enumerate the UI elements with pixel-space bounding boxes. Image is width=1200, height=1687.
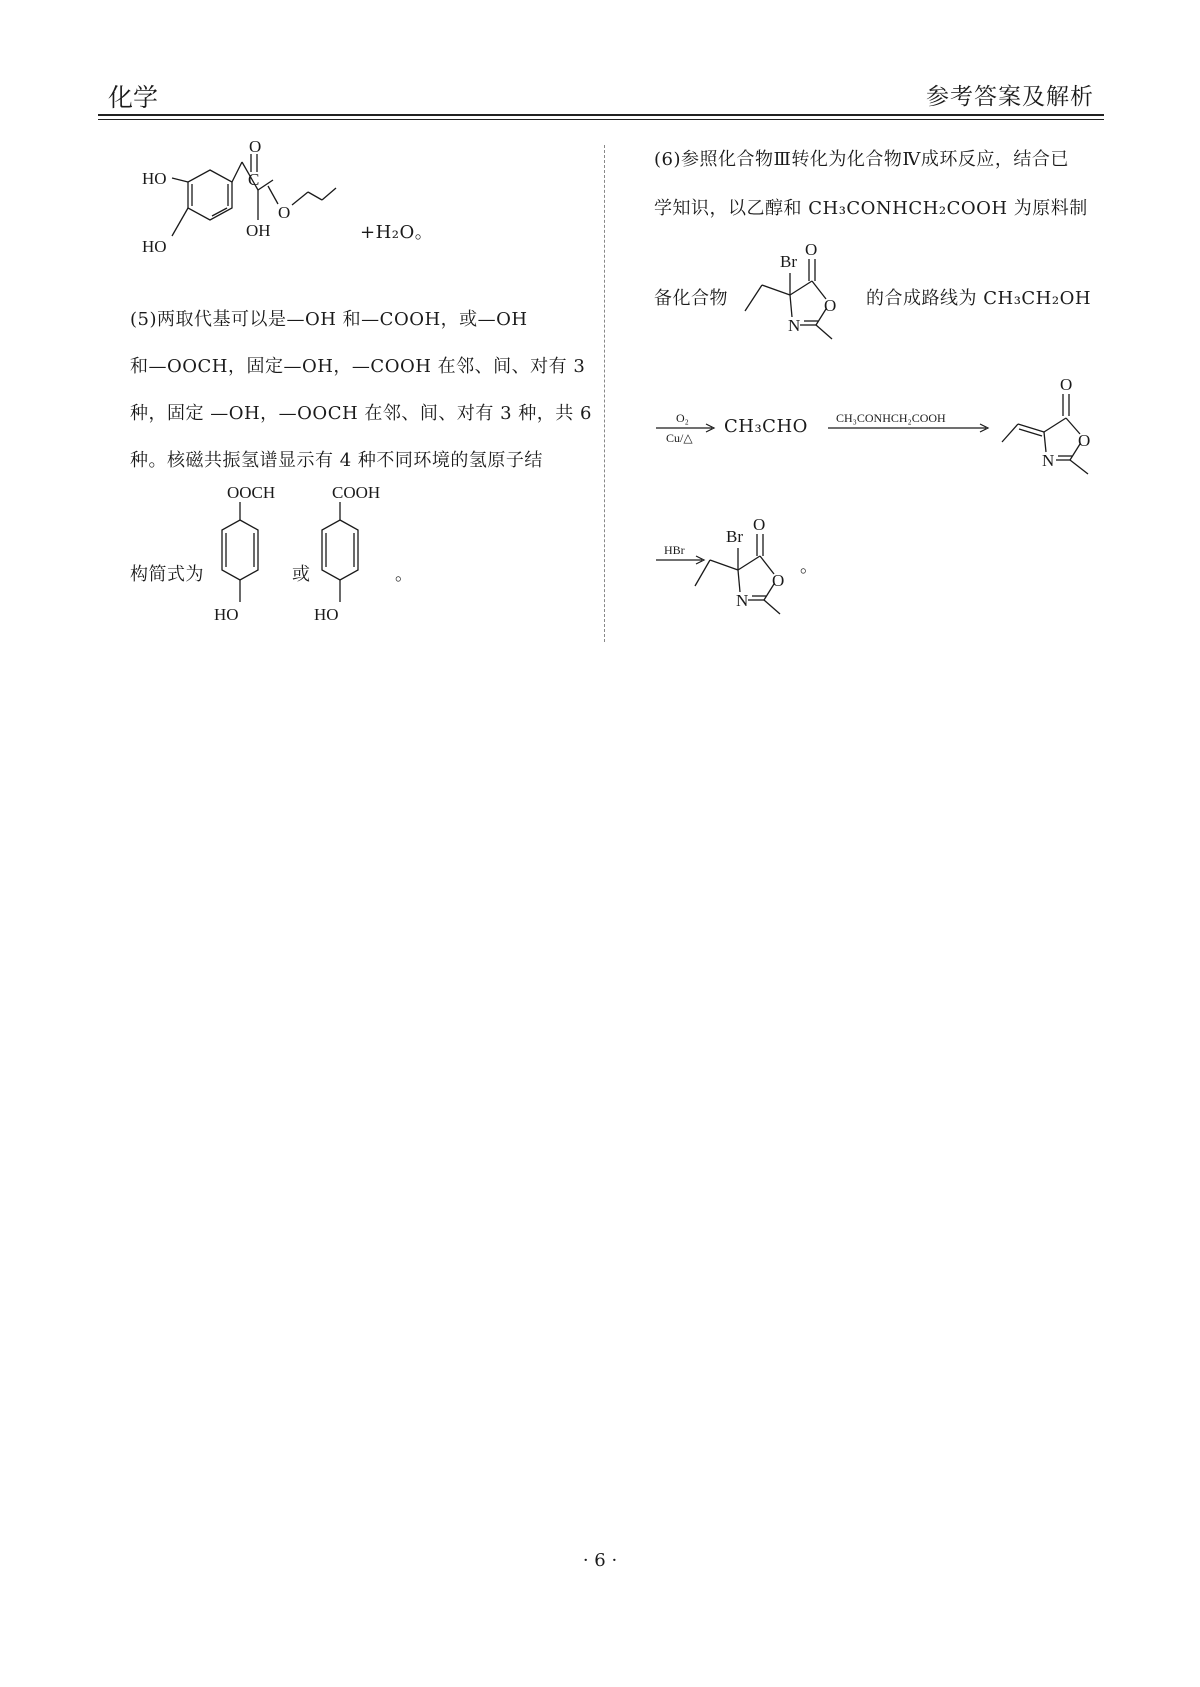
intermediate-o-carbonyl: O <box>1060 375 1073 394</box>
final-or: 或 <box>292 564 311 585</box>
ho-label-b: HO <box>314 605 339 624</box>
step2-reagent: CH₃CONHCH₂COOH <box>836 411 946 425</box>
ester-o-label: O <box>278 203 291 222</box>
page-number: · 6 · <box>582 1550 618 1571</box>
final-period: 。 <box>800 556 819 577</box>
final-end: 。 <box>395 564 414 585</box>
ho-label-a: HO <box>214 605 239 624</box>
para5-line3: 种，固定 —OH，—OOCH 在邻、间、对有 3 种，共 6 <box>130 403 592 424</box>
step1-reagent-below: Cu/△ <box>666 431 693 445</box>
para6-line2: 学知识，以乙醇和 CH₃CONHCH₂COOH 为原料制 <box>654 198 1088 219</box>
step1-reagent-above: O₂ <box>676 411 689 425</box>
column-divider <box>604 145 605 642</box>
para6-line3-suffix: 的合成路线为 CH₃CH₂OH <box>866 288 1092 309</box>
target-o-ring: O <box>824 296 837 315</box>
para6-line1: (6)参照化合物Ⅲ转化为化合物Ⅳ成环反应，结合已 <box>654 149 1069 170</box>
carbonyl-o-label: O <box>249 137 262 156</box>
para5-line1: (5)两取代基可以是—OH 和—COOH，或—OH <box>130 309 528 330</box>
cooh-label: COOH <box>332 483 381 502</box>
intermediate-compound <box>1000 372 1130 482</box>
target-o-carbonyl: O <box>805 240 818 259</box>
step3-reagent: HBr <box>664 543 685 557</box>
section-title: 参考答案及解析 <box>926 84 1094 110</box>
para5-line4: 种。核磁共振氢谱显示有 4 种不同环境的氢原子结 <box>130 450 543 471</box>
carbon-label: C <box>248 170 260 189</box>
ho-top-label: HO <box>142 169 167 188</box>
intermediate-o-ring: O <box>1078 431 1091 450</box>
subject-title: 化学 <box>108 83 159 112</box>
intermediate-n: N <box>1042 451 1055 470</box>
arrow-step2 <box>826 408 996 448</box>
oh-label: OH <box>246 221 271 240</box>
target-n: N <box>788 316 801 335</box>
step1-product: CH₃CHO <box>724 416 808 437</box>
final-o-carbonyl: O <box>753 515 766 534</box>
final-o-ring: O <box>772 571 785 590</box>
para6-line3-prefix: 备化合物 <box>654 288 728 309</box>
ooch-label: OOCH <box>227 483 276 502</box>
ester-structure <box>130 137 450 280</box>
final-prefix: 构简式为 <box>130 564 204 585</box>
header-rule <box>98 114 1104 116</box>
target-br: Br <box>780 252 797 271</box>
arrow-step1 <box>654 408 724 448</box>
ho-bottom-label: HO <box>142 237 167 256</box>
equation-tail: +H₂O。 <box>360 222 434 243</box>
final-br: Br <box>726 527 743 546</box>
final-n: N <box>736 591 749 610</box>
header-rule-thin <box>98 119 1104 120</box>
structure-cooh <box>300 483 381 630</box>
target-compound <box>740 240 870 345</box>
para5-line2: 和—OOCH，固定—OH，—COOH 在邻、间、对有 3 <box>130 356 586 377</box>
structure-ooch <box>200 483 280 630</box>
